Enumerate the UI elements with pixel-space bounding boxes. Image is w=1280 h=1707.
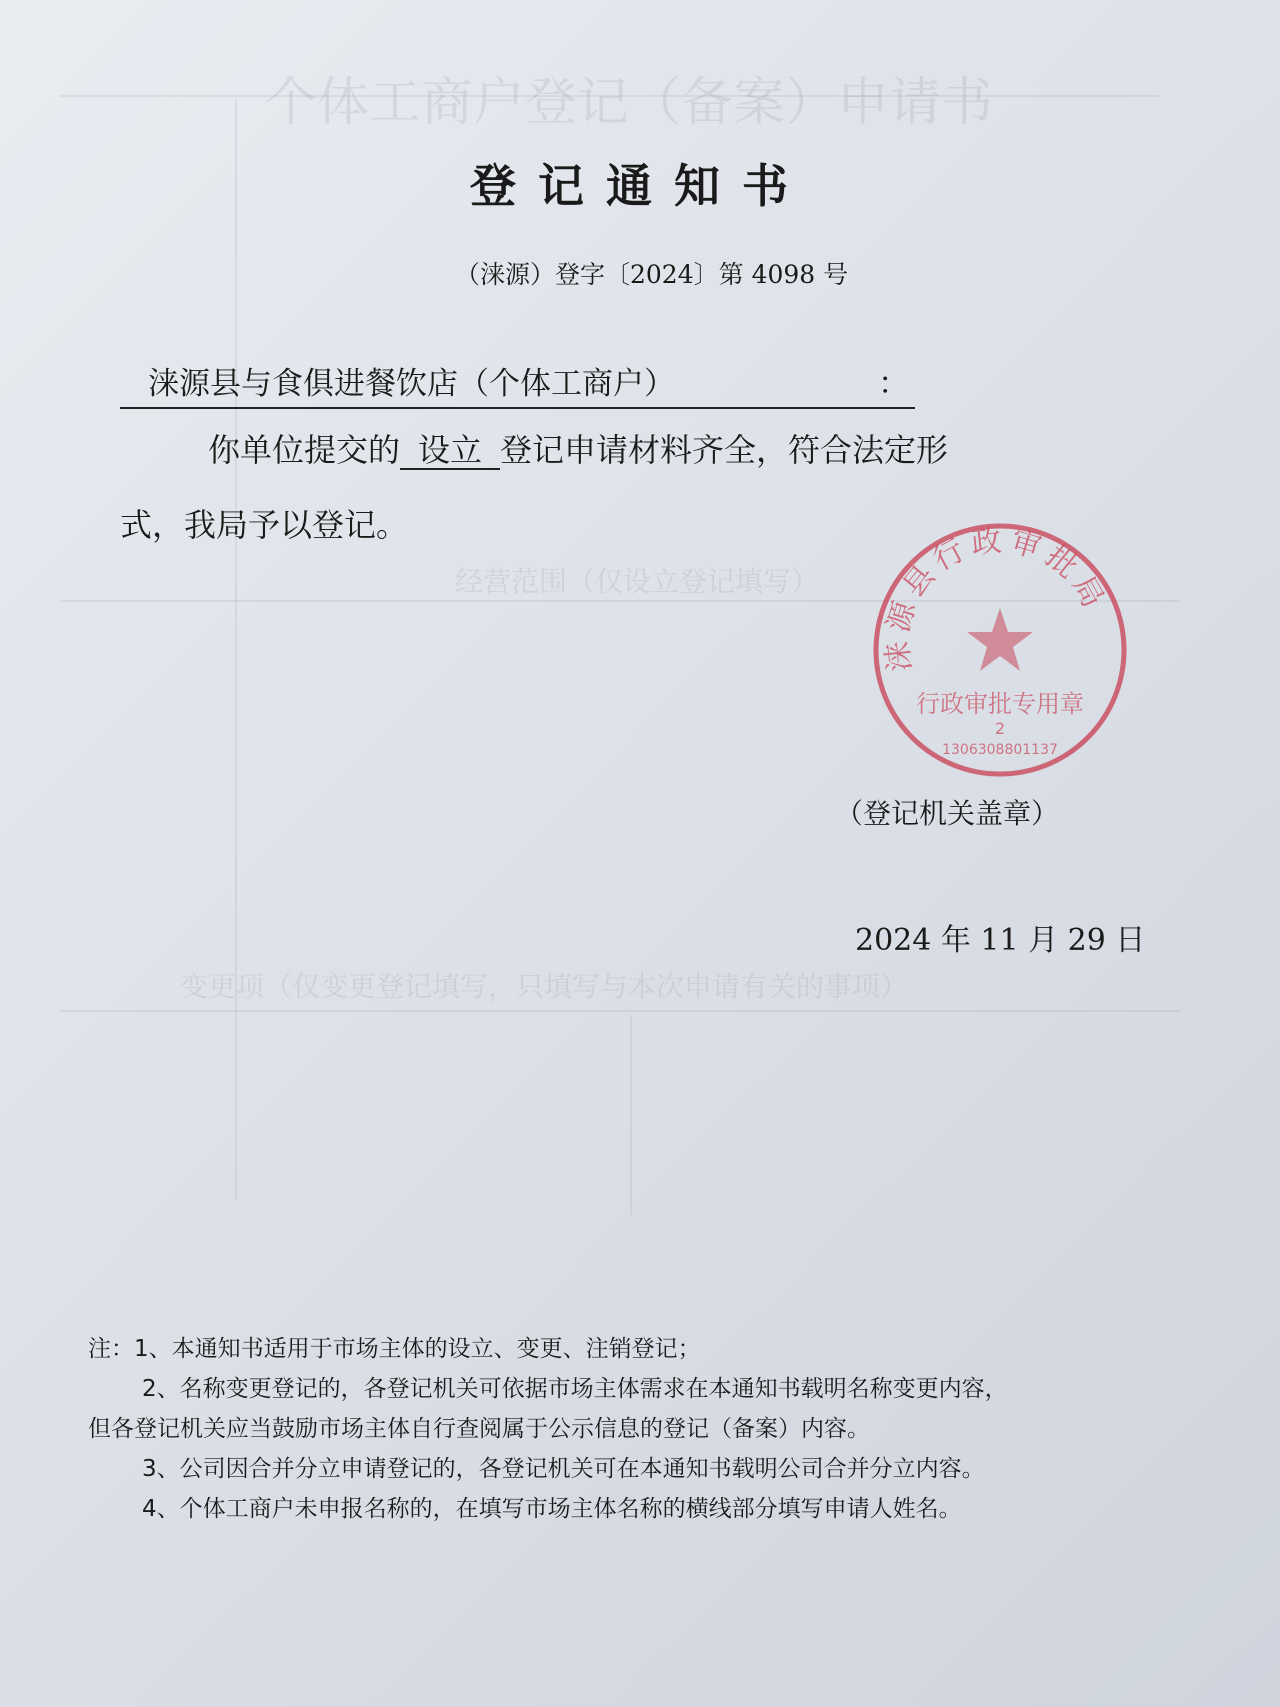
body-line-1 <box>208 425 948 471</box>
addressee-colon: ： <box>878 366 909 402</box>
document-serial-number: （涞源）登字〔2024〕第 4098 号 <box>455 260 849 289</box>
addressee-name: 涞源县与食俱进餐饮店（个体工商户） <box>148 366 675 402</box>
body-text: 登记申请材料齐全，符合法定形 <box>500 431 949 469</box>
registration-type: 设立 <box>400 434 500 470</box>
official-seal-stamp <box>870 520 1130 780</box>
background-form-title: 个体工商户登记（备案）申请书 <box>265 73 994 133</box>
svg-text:行政审批专用章: 行政审批专用章 <box>916 690 1084 718</box>
document-title: 登记通知书 <box>470 159 810 213</box>
svg-text:涞源县行政审批局: 涞源县行政审批局 <box>879 522 1114 674</box>
note-2: 2、名称变更登记的，各登记机关可依据市场主体需求在本通知书载明名称变更内容， <box>142 1376 1008 1402</box>
svg-text:2: 2 <box>994 719 1006 738</box>
background-form-section: 经营范围（仅设立登记填写） <box>455 565 820 598</box>
divider <box>235 100 237 1200</box>
body-text: 你单位提交的 <box>208 431 401 469</box>
seal-label: （登记机关盖章） <box>835 797 1060 830</box>
note-2-continued: 但各登记机关应当鼓励市场主体自行查阅属于公示信息的登记（备案）内容。 <box>88 1416 870 1442</box>
note-4: 4、个体工商户未申报名称的，在填写市场主体名称的横线部分填写申请人姓名。 <box>142 1496 962 1522</box>
note-3: 3、公司因合并分立申请登记的，各登记机关可在本通知书载明公司合并分立内容。 <box>142 1456 985 1482</box>
note-1: 注：1、本通知书适用于市场主体的设立、变更、注销登记； <box>88 1336 701 1362</box>
addressee <box>120 358 915 409</box>
divider <box>60 95 1160 97</box>
background-form-section: 变更项（仅变更登记填写，只填写与本次申请有关的事项） <box>180 970 909 1003</box>
svg-text:1306308801137: 1306308801137 <box>942 742 1058 758</box>
issue-date: 2024 年 11 月 29 日 <box>855 923 1146 958</box>
divider <box>630 1015 632 1215</box>
divider <box>60 1010 1180 1012</box>
body-line-2: 式，我局予以登记。 <box>120 506 409 544</box>
